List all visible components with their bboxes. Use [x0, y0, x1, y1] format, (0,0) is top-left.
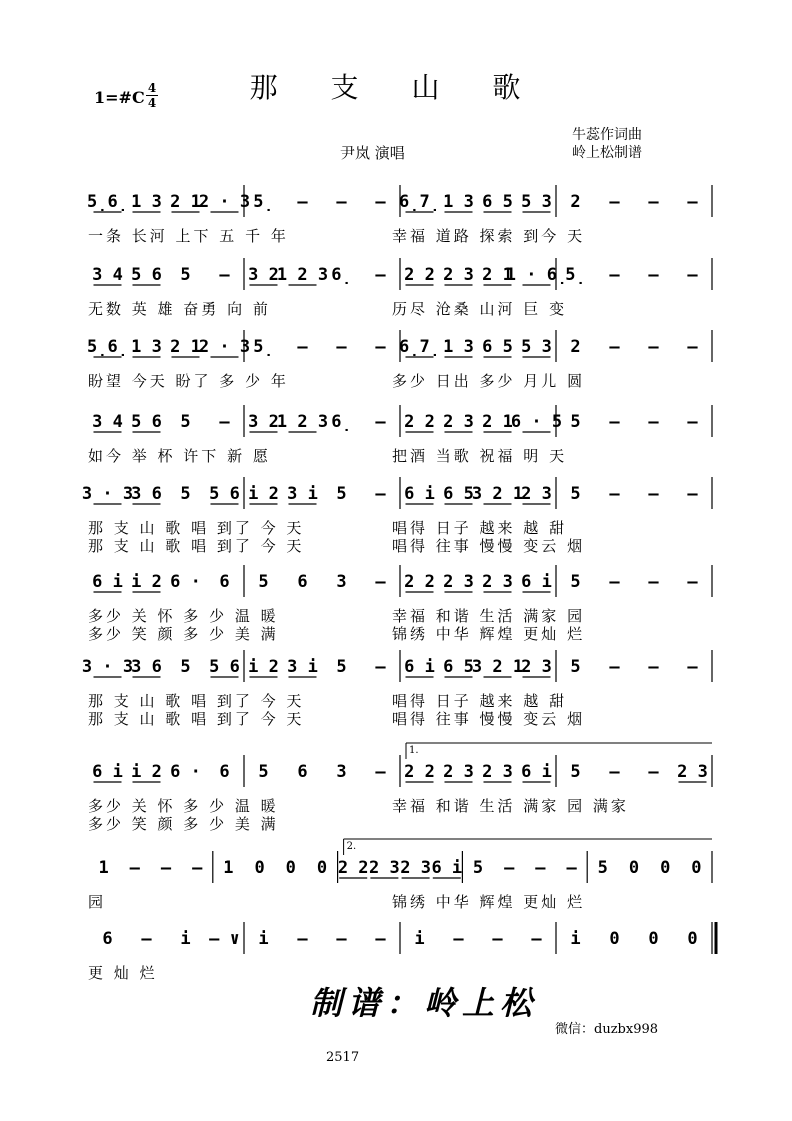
- note-beat: –: [297, 929, 308, 949]
- note-beat: –: [648, 412, 659, 432]
- note-beat: 3: [336, 762, 347, 782]
- note-beat: i: [180, 929, 191, 949]
- note-beat: 2 2: [404, 572, 435, 592]
- note-beat: –: [687, 412, 698, 432]
- lyric-line: 幸福 和谐 生活 满家 园: [392, 607, 586, 625]
- note-beat: 2 2: [404, 412, 435, 432]
- lyric-line: 更 灿 烂: [88, 964, 158, 982]
- note-beat: 1: [223, 858, 234, 878]
- note-beat: –: [219, 265, 230, 285]
- note-beat: 5: [180, 265, 191, 285]
- note-beat: –: [566, 858, 577, 878]
- note-beat: 1 3: [131, 192, 162, 212]
- note-beat: –: [504, 858, 515, 878]
- note-beat: 5 3: [521, 337, 552, 357]
- note-beat: –: [297, 337, 308, 357]
- note-beat: 5: [180, 657, 191, 677]
- lyric-line: 幸福 和谐 生活 满家 园 满家: [392, 797, 629, 815]
- lyric-line: 多少 笑 颜 多 少 美 满: [88, 625, 279, 643]
- note-beat: i: [570, 929, 581, 949]
- note-beat: –: [375, 337, 386, 357]
- song-title: 那 支 山 歌: [249, 71, 543, 104]
- note-beat: 0: [660, 858, 671, 878]
- lyric-line: 唱得 往事 慢慢 变云 烟: [392, 710, 586, 728]
- note-beat: 3 i: [287, 484, 318, 504]
- note-beat: 1 2 3: [276, 412, 329, 432]
- note-beat: i 2: [131, 762, 162, 782]
- note-beat: –: [609, 484, 620, 504]
- note-beat: i 2: [248, 657, 279, 677]
- note-beat: 6 i: [404, 657, 435, 677]
- note-beat: 2 3: [521, 484, 552, 504]
- note-beat: –: [160, 858, 172, 878]
- note-beat: 2 3: [677, 762, 708, 782]
- note-beat: 0: [628, 858, 640, 878]
- note-beat: 6 5: [443, 657, 474, 677]
- note-beat: 6 i: [404, 484, 435, 504]
- note-beat: i: [414, 929, 425, 949]
- note-beat: 3 4: [92, 265, 123, 285]
- note-beat: 3 6: [131, 484, 162, 504]
- note-beat: 0: [285, 858, 296, 878]
- lyric-line: 唱得 往事 慢慢 变云 烟: [392, 537, 586, 555]
- note-beat: –: [648, 192, 659, 212]
- lyric-line: 一条 长河 上下 五 千 年: [88, 227, 289, 245]
- note-beat: 5: [570, 572, 581, 592]
- note-beat: 0: [316, 858, 328, 878]
- note-beat: 2 3: [482, 762, 513, 782]
- note-beat: –: [609, 572, 620, 592]
- note-beat: 5: [472, 858, 484, 878]
- note-beat: 5 3: [521, 192, 552, 212]
- note-beat: 3 · 3: [81, 484, 134, 504]
- note-beat: 6̣: [331, 412, 352, 432]
- note-beat: –: [336, 929, 347, 949]
- lyric-line: 锦绣 中华 辉煌 更灿 烂: [392, 893, 586, 911]
- lyric-line: 历尽 沧桑 山河 巨 变: [392, 300, 568, 318]
- note-beat: 0: [648, 929, 659, 949]
- lyric-line: 唱得 日子 越来 越 甜: [392, 692, 568, 710]
- note-beat: –: [648, 484, 659, 504]
- note-beat: –: [648, 265, 659, 285]
- note-beat: –: [375, 762, 386, 782]
- note-beat: 1 · 6̣: [505, 265, 568, 285]
- note-beat: –: [648, 572, 659, 592]
- note-beat: 6̣: [331, 265, 352, 285]
- lyric-line: 那 支 山 歌 唱 到了 今 天: [88, 692, 305, 710]
- volta-number: 1.: [409, 745, 419, 756]
- note-beat: 5̣6̣: [87, 337, 128, 357]
- note-beat: 5 6: [131, 265, 162, 285]
- note-beat: 2 3: [443, 412, 474, 432]
- note-beat: 6: [102, 929, 113, 949]
- lyric-line: 多少 笑 颜 多 少 美 满: [88, 815, 279, 833]
- note-beat: –: [687, 337, 698, 357]
- arranger-signature: 制谱：岭上松: [310, 984, 539, 1022]
- note-beat: 5: [570, 657, 581, 677]
- note-beat: 0: [687, 929, 698, 949]
- note-beat: 5: [336, 657, 347, 677]
- note-beat: 6 i: [92, 762, 123, 782]
- note-beat: 5: [570, 412, 581, 432]
- note-beat: –: [336, 337, 347, 357]
- note-beat: 6 ·: [170, 762, 201, 782]
- note-beat: –: [375, 192, 386, 212]
- note-beat: 1: [98, 858, 109, 878]
- note-beat: 2 3: [443, 265, 474, 285]
- meter-top: 4: [147, 81, 157, 95]
- note-beat: 5: [336, 484, 347, 504]
- note-beat: –: [609, 337, 620, 357]
- note-beat: 5̣: [253, 337, 274, 357]
- note-beat: –: [453, 929, 464, 949]
- note-beat: 1 3: [443, 337, 474, 357]
- note-beat: 1 3: [443, 192, 474, 212]
- note-beat: 6 5: [443, 484, 474, 504]
- note-beat: 5: [597, 858, 608, 878]
- note-beat: 2: [570, 337, 581, 357]
- note-beat: 5̣: [253, 192, 274, 212]
- note-beat: 3 2: [248, 265, 279, 285]
- note-beat: 2 1: [482, 265, 513, 285]
- note-beat: –: [687, 484, 698, 504]
- note-beat: 5: [570, 762, 581, 782]
- note-beat: –: [535, 858, 546, 878]
- note-beat: –: [648, 762, 659, 782]
- note-beat: 5: [570, 484, 581, 504]
- note-beat: 6 i: [431, 858, 463, 878]
- note-beat: 6 ·: [170, 572, 201, 592]
- lyric-line: 把酒 当歌 祝福 明 天: [392, 447, 568, 465]
- note-beat: –: [219, 412, 230, 432]
- composer-credit: 牛蕊作词曲: [572, 127, 642, 143]
- note-beat: 3 i: [287, 657, 318, 677]
- note-beat: 5̣: [565, 265, 586, 285]
- lyric-line: 多少 关 怀 多 少 温 暖: [88, 797, 279, 815]
- note-beat: –: [687, 192, 698, 212]
- lyric-line: 如今 举 杯 许下 新 愿: [88, 447, 271, 465]
- note-beat: –: [609, 412, 620, 432]
- note-beat: –: [375, 265, 386, 285]
- note-beat: 2 3: [443, 572, 474, 592]
- lyric-line: 那 支 山 歌 唱 到了 今 天: [88, 710, 305, 728]
- singer-credit: 尹岚 演唱: [340, 144, 405, 162]
- note-beat: 3 2: [248, 412, 279, 432]
- note-beat: 2 3: [443, 762, 474, 782]
- note-beat: –: [687, 265, 698, 285]
- arranger-credit: 岭上松制谱: [572, 145, 642, 161]
- note-beat: 2: [570, 192, 581, 212]
- note-beat: 2 2: [337, 858, 369, 878]
- note-beat: 6: [219, 572, 230, 592]
- note-beat: 5: [258, 762, 269, 782]
- note-beat: 6 5: [482, 192, 513, 212]
- lyric-line: 锦绣 中华 辉煌 更灿 烂: [392, 625, 586, 643]
- note-beat: –: [609, 657, 620, 677]
- note-beat: 3 6: [131, 657, 162, 677]
- lyric-line: 多少 关 怀 多 少 温 暖: [88, 607, 279, 625]
- note-beat: 6 i: [521, 572, 552, 592]
- note-beat: 2 2: [404, 265, 435, 285]
- note-beat: –: [141, 929, 152, 949]
- note-beat: –: [687, 657, 698, 677]
- note-beat: 2 1: [482, 412, 513, 432]
- note-beat: 1 3: [131, 337, 162, 357]
- note-beat: 2 2: [404, 762, 435, 782]
- lyric-line: 无数 英 雄 奋勇 向 前: [88, 300, 271, 318]
- note-beat: 5 6: [131, 412, 162, 432]
- note-beat: 2 · 3: [198, 337, 251, 357]
- note-beat: 6: [297, 762, 308, 782]
- note-beat: –: [609, 192, 620, 212]
- note-beat: –: [492, 929, 503, 949]
- note-beat: i 2: [248, 484, 279, 504]
- note-beat: 5: [258, 572, 269, 592]
- note-beat: 6: [219, 762, 230, 782]
- note-beat: 2 1: [170, 192, 201, 212]
- note-beat: –: [375, 572, 386, 592]
- page-number: 2517: [326, 1050, 360, 1065]
- note-beat: 5: [180, 412, 191, 432]
- note-beat: 0: [609, 929, 620, 949]
- note-beat: 2 3: [482, 572, 513, 592]
- note-beat: 6 5: [482, 337, 513, 357]
- lyric-line: 那 支 山 歌 唱 到了 今 天: [88, 519, 305, 537]
- note-beat: 0: [254, 858, 265, 878]
- note-beat: –: [192, 858, 203, 878]
- note-beat: 2 3: [400, 858, 431, 878]
- note-beat: 2 · 3: [198, 192, 251, 212]
- note-beat: –: [297, 192, 308, 212]
- note-beat: –: [648, 337, 659, 357]
- note-beat: 6 · 5: [510, 412, 563, 432]
- note-beat: i 2: [131, 572, 162, 592]
- note-beat: –: [375, 657, 386, 677]
- wechat-contact: 微信：duzbx998: [555, 1022, 659, 1037]
- note-beat: 0: [691, 858, 702, 878]
- note-beat: 3 · 3: [81, 657, 134, 677]
- lyric-line: 唱得 日子 越来 越 甜: [392, 519, 568, 537]
- note-beat: 2 3: [369, 858, 400, 878]
- note-beat: 1 2 3: [276, 265, 329, 285]
- note-beat: – ∨: [209, 929, 240, 949]
- lyric-line: 盼望 今天 盼了 多 少 年: [88, 372, 289, 390]
- volta-number: 2.: [346, 841, 357, 852]
- lyric-line: 幸福 道路 探索 到今 天: [392, 227, 586, 245]
- key-signature: 1=#C: [94, 88, 145, 107]
- note-beat: 2 3: [521, 657, 552, 677]
- note-beat: 6: [297, 572, 308, 592]
- note-beat: 2 1: [170, 337, 201, 357]
- note-beat: 5 6: [209, 484, 240, 504]
- note-beat: 6 i: [92, 572, 123, 592]
- note-beat: 6̣7̣: [399, 337, 440, 357]
- note-beat: 3 2 1: [471, 657, 524, 677]
- note-beat: –: [531, 929, 542, 949]
- note-beat: 5: [180, 484, 191, 504]
- note-beat: i: [258, 929, 269, 949]
- note-beat: 3 2 1: [471, 484, 524, 504]
- note-beat: –: [609, 265, 620, 285]
- note-beat: 3 4: [92, 412, 123, 432]
- lyric-line: 多少 日出 多少 月儿 圆: [392, 372, 586, 390]
- note-beat: 3: [336, 572, 347, 592]
- note-beat: –: [129, 858, 140, 878]
- note-beat: –: [336, 192, 347, 212]
- note-beat: –: [375, 412, 386, 432]
- lyric-line: 园: [88, 893, 107, 911]
- note-beat: –: [375, 484, 386, 504]
- note-beat: –: [687, 572, 698, 592]
- note-beat: 6̣7̣: [399, 192, 440, 212]
- note-beat: 5̣6̣: [87, 192, 128, 212]
- note-beat: 5 6: [209, 657, 240, 677]
- note-beat: 6 i: [521, 762, 552, 782]
- meter-bottom: 4: [147, 96, 157, 110]
- note-beat: –: [609, 762, 620, 782]
- lyric-line: 那 支 山 歌 唱 到了 今 天: [88, 537, 305, 555]
- note-beat: –: [648, 657, 659, 677]
- note-beat: –: [375, 929, 386, 949]
